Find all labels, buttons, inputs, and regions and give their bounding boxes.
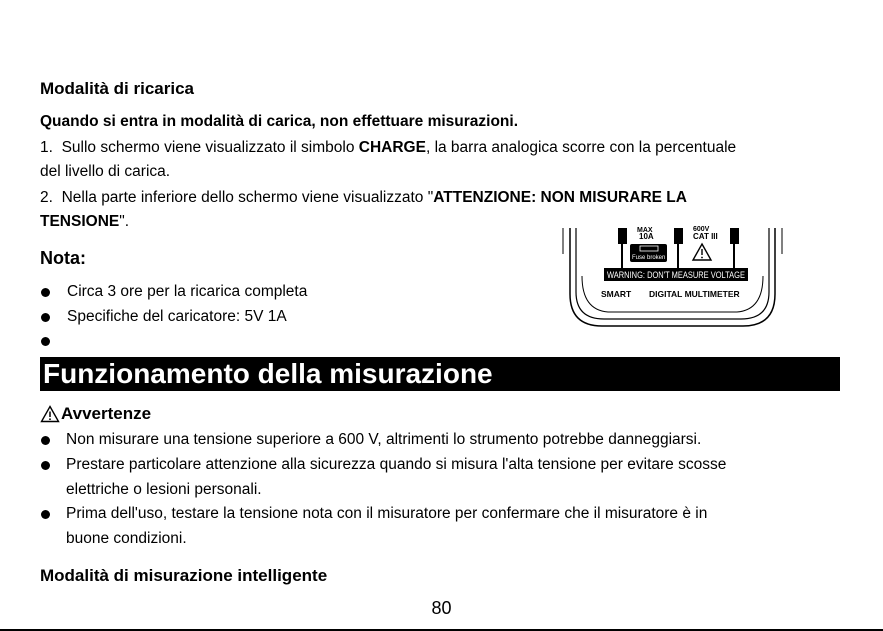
- smart-mode-title: Modalità di misurazione intelligente: [40, 566, 328, 585]
- charge-item-1-text-after: , la barra analogica scorre con la percentuale: [425, 139, 737, 156]
- charge-item-1: [40, 136, 736, 160]
- charge-item-2-text-after: ".: [119, 213, 130, 230]
- meter-cat-label: CAT III: [693, 232, 718, 241]
- page-number: 80: [431, 598, 452, 618]
- meter-volts-label: 600V: [693, 226, 710, 233]
- charge-item-2-continuation: [40, 210, 129, 234]
- charge-mode-title: Modalità di ricarica: [40, 79, 194, 98]
- note-bullet-2-dot: [41, 313, 50, 322]
- warning-bullet-3-line-2: buone condizioni.: [66, 530, 187, 547]
- note-bullet-1-dot: [41, 288, 50, 297]
- warning-triangle-icon: [693, 244, 711, 260]
- charge-item-1-bold: CHARGE: [358, 139, 426, 156]
- warning-bullet-3-line-1: Prima dell'uso, testare la tensione nota con il misuratore per confermare che il misuratore è in: [66, 505, 708, 522]
- warning-bullet-1: Non misurare una tensione superiore a 600 V, altrimenti lo strumento potrebbe danneggiarsi.: [66, 431, 702, 448]
- meter-warning-strip: WARNING: DON'T MEASURE VOLTAGE: [607, 270, 745, 280]
- meter-brand-right: DIGITAL MULTIMETER: [649, 289, 740, 299]
- charge-item-2-number: 2.: [40, 189, 53, 206]
- warning-bullet-2-line-1: Prestare particolare attenzione alla sicurezza quando si misura l'alta tensione per evitare scosse: [66, 456, 727, 473]
- warning-bullet-3-dot: [41, 510, 50, 519]
- meter-fuse-label: Fuse broken: [632, 255, 666, 261]
- meter-max-label: MAX: [637, 227, 653, 234]
- warnings-title: Avvertenze: [61, 404, 152, 423]
- meter-brand-left: SMART: [601, 289, 632, 299]
- warning-triangle-icon: [40, 405, 60, 423]
- note-title: Nota:: [40, 248, 86, 268]
- warning-bullet-2-line-2: elettriche o lesioni personali.: [66, 481, 262, 498]
- charge-item-2-bold-1: ATTENZIONE: NON MISURARE LA: [433, 189, 687, 206]
- multimeter-illustration: [560, 224, 785, 332]
- note-bullet-1: Circa 3 ore per la ricarica completa: [67, 283, 308, 300]
- charge-item-1-number: 1.: [40, 139, 53, 156]
- charge-item-1-text-before: Sullo schermo viene visualizzato il simbolo: [61, 139, 359, 156]
- warning-bullet-2-dot: [41, 461, 50, 470]
- warning-bullet-1-dot: [41, 436, 50, 445]
- charge-warning-line: Quando si entra in modalità di carica, non effettuare misurazioni.: [40, 113, 519, 130]
- charge-item-2-text-before: Nella parte inferiore dello schermo viene visualizzato ": [61, 189, 434, 206]
- warnings-heading: [40, 403, 151, 425]
- meter-amps-label: 10A: [639, 232, 654, 241]
- charge-item-2: [40, 186, 687, 210]
- charge-item-2-bold-2: TENSIONE: [40, 213, 120, 230]
- note-bullet-3-dot: [41, 337, 50, 346]
- charge-item-1-continuation: del livello di carica.: [40, 163, 171, 180]
- note-bullet-2: Specifiche del caricatore: 5V 1A: [67, 308, 287, 325]
- measurement-section-banner: Funzionamento della misurazione: [40, 357, 840, 391]
